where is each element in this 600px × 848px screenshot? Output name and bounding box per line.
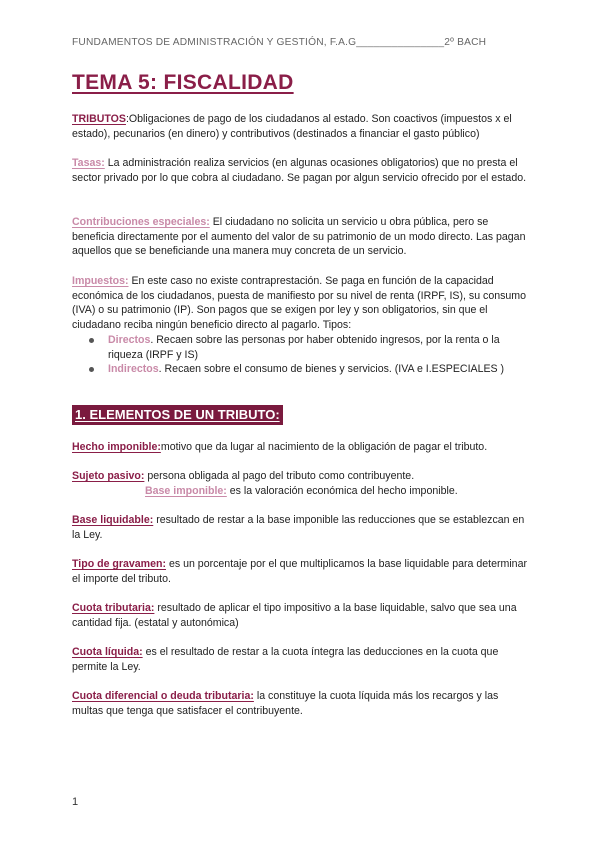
term-base-liquidable: Base liquidable: <box>72 514 154 526</box>
term-base-imponible: Base imponible: <box>145 485 227 497</box>
element-base-imponible-text: es la valoración económica del hecho imponible. <box>226 485 458 497</box>
list-item <box>72 362 532 377</box>
element-tipo <box>72 557 532 586</box>
element-cuota-liquida-text: es el resultado de restar a la cuota íntegra las deducciones en la cuota que permite la Ley. <box>72 646 499 673</box>
element-cuota-tributaria-text: resultado de aplicar el tipo impositivo a la base liquidable, salvo que sea una cantidad fija. (estatal y autonómica) <box>72 602 517 629</box>
page-title: TEMA 5: FISCALIDAD <box>72 71 294 94</box>
element-base-liquidable <box>72 513 532 542</box>
section-heading: 1. ELEMENTOS DE UN TRIBUTO: <box>72 405 283 425</box>
term-tipo-gravamen: Tipo de gravamen: <box>72 558 166 570</box>
paragraph-impuestos-text: En este caso no existe contraprestación. Se paga en función de la capacidad económica de los ciudadanos, puesta de manifiesto por su nivel de renta (IRPF, IS), su consumo (IVA) o su patrimonio (IP). Son pagos que se exigen por ley y son obligatorios, sin que el ciudadano reciba ningún beneficio directo al pagarlo. Tipos: <box>72 275 527 331</box>
term-sujeto-pasivo: Sujeto pasivo: <box>72 470 145 482</box>
paragraph-contribuciones-text: El ciudadano no solicita un servicio u obra pública, pero se beneficia directamente por el aumento del valor de su patrimonio de un modo directo. Las pagan aquellos que se beneficiande una manera muy concreta de un servicio. <box>72 216 526 258</box>
element-hecho <box>72 440 532 455</box>
term-tasas: Tasas: <box>72 157 105 169</box>
term-impuestos: Impuestos: <box>72 275 129 287</box>
element-sujeto-text: persona obligada al pago del tributo como contribuyente. <box>144 470 415 482</box>
term-cuota-diferencial: Cuota diferencial o deuda tributaria: <box>72 690 254 702</box>
term-hecho-imponible: Hecho imponible: <box>72 441 161 453</box>
paragraph-tributos <box>72 112 532 141</box>
bullet-text: . Recaen sobre el consumo de bienes y servicios. (IVA e I.ESPECIALES ) <box>158 363 505 376</box>
bullet-text: . Recaen sobre las personas por haber obtenido ingresos, por la renta o la riqueza (IRPF y IS) <box>108 334 500 361</box>
element-cuota-liquida <box>72 645 532 674</box>
bullet-icon <box>89 367 94 372</box>
page-header: FUNDAMENTOS DE ADMINISTRACIÓN Y GESTIÓN, F.A.G_______________2º BACH <box>72 37 487 48</box>
impuestos-types-list <box>72 333 532 377</box>
bullet-term: Indirectos <box>108 363 159 376</box>
paragraph-tasas <box>72 156 532 185</box>
paragraph-tributos-text: :Obligaciones de pago de los ciudadanos al estado. Son coactivos (impuestos x el estado), pecunarios (en dinero) y contributivos (destinados a financiar el gasto público) <box>72 113 512 140</box>
element-cuota-tributaria <box>72 601 532 630</box>
element-sujeto <box>72 469 532 484</box>
element-base-liquidable-text: resultado de restar a la base imponible las reducciones que se establezcan en la Ley. <box>72 514 525 541</box>
element-base-imponible <box>72 484 600 499</box>
term-tributos: TRIBUTOS <box>72 113 126 125</box>
bullet-icon <box>89 338 94 343</box>
list-item <box>72 333 532 362</box>
page-number: 1 <box>72 796 79 808</box>
paragraph-tasas-text: La administración realiza servicios (en algunas ocasiones obligatorios) que no presta el sector privado por lo que cobra al ciudadano. Se pagan por algun servicio ofrecido por el estado. <box>72 157 527 184</box>
paragraph-impuestos <box>72 274 532 332</box>
element-hecho-text: motivo que da lugar al nacimiento de la obligación de pagar el tributo. <box>160 441 488 453</box>
paragraph-contribuciones <box>72 215 532 259</box>
element-cuota-diferencial <box>72 689 532 718</box>
term-cuota-tributaria: Cuota tributaria: <box>72 602 155 614</box>
term-contribuciones: Contribuciones especiales: <box>72 216 210 228</box>
element-tipo-text: es un porcentaje por el que multiplicamos la base liquidable para determinar el importe del tributo. <box>72 558 527 585</box>
term-cuota-liquida: Cuota líquida: <box>72 646 143 658</box>
element-cuota-diferencial-text: la constituye la cuota líquida más los recargos y las multas que tenga que satisfacer el contribuyente. <box>72 690 499 717</box>
bullet-term: Directos <box>108 334 151 346</box>
